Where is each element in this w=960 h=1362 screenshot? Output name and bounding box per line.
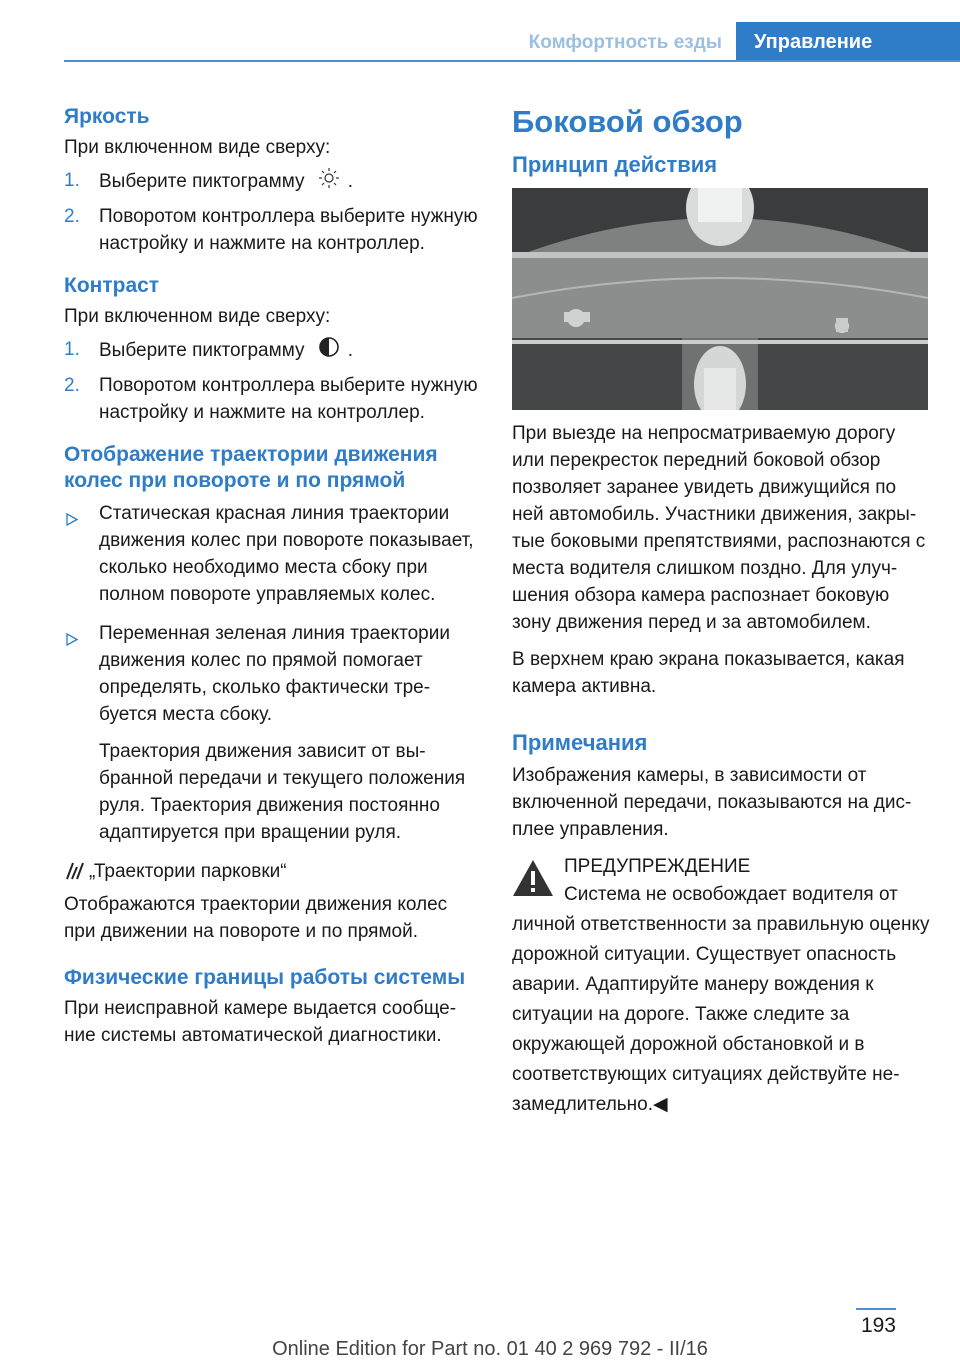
page-footer	[0, 1300, 960, 1362]
step-text: Поворотом контроллера выберите нужную настройку и нажмите на контроллер.	[99, 206, 478, 254]
step-number: 2.	[64, 375, 80, 396]
limits-heading: Физические границы работы системы	[64, 966, 466, 989]
step-end: .	[347, 171, 354, 193]
brightness-icon	[318, 167, 340, 197]
step-text: Выберите пиктограмму	[99, 340, 305, 362]
header-rule	[64, 60, 960, 62]
header-section: Комфортность езды	[528, 32, 722, 53]
parking-description: Отображаются траектории движения колес при движении на повороте и по прямой.	[64, 894, 448, 942]
brightness-intro: При включенном виде сверху:	[64, 137, 331, 158]
left-column	[64, 104, 480, 1049]
footer-rule	[856, 1308, 896, 1310]
side-view-camera-illustration	[512, 188, 928, 410]
brightness-heading: Яркость	[64, 105, 150, 128]
trajectory-bullets	[64, 500, 480, 846]
step-text: Выберите пиктограмму	[99, 171, 305, 193]
brightness-step-2	[64, 203, 480, 257]
step-number: 1.	[64, 339, 80, 360]
limits-text: При неисправной камере выдается сообщение системы автоматической диагностики.	[64, 998, 457, 1046]
trajectory-heading: Отображение траектории движения колес при повороте и по прямой	[64, 443, 438, 492]
step-end: .	[347, 340, 354, 362]
step-number: 2.	[64, 206, 80, 227]
contrast-step-2	[64, 372, 480, 426]
right-column	[512, 104, 932, 1120]
section-title: Боковой обзор	[512, 104, 743, 139]
principle-text-2: В верхнем краю экрана показывается, какая камера активна.	[512, 649, 905, 697]
principle-text-1: При выезде на непросматриваемую дорогу или перекресток передний боковой обзор позволяет заранее увидеть движущийся по ней автомобиль. Участники движения, закрытые боковыми препятствиями, распознаются с места водителя слишком поздно. Для улучшения обзора камера распознает боковую зону движения перед и за автомобилем.	[512, 423, 926, 633]
step-text: Поворотом контроллера выберите нужную настройку и нажмите на контроллер.	[99, 375, 478, 423]
step-number: 1.	[64, 170, 80, 191]
warning-title: ПРЕДУПРЕЖДЕНИЕ	[564, 856, 751, 877]
parking-lines-item	[64, 858, 480, 885]
parking-label: „Траектории парковки“	[89, 861, 287, 882]
brightness-steps	[64, 167, 480, 257]
page-header	[64, 22, 960, 62]
warning-icon	[512, 859, 554, 897]
triangle-bullet-icon	[66, 507, 78, 534]
contrast-step-1	[64, 336, 480, 366]
trajectory-bullet-2	[64, 620, 480, 846]
parking-lines-icon	[64, 861, 86, 881]
notes-heading: Примечания	[512, 730, 648, 755]
contrast-heading: Контраст	[64, 274, 160, 297]
principle-heading: Принцип действия	[512, 152, 718, 177]
contrast-icon	[318, 336, 340, 366]
brightness-step-1	[64, 167, 480, 197]
trajectory-bullet-1	[64, 500, 480, 608]
bullet-continuation: Траектория движения зависит от выбранной передачи и текущего положения руля. Траектория движения постоянно адаптируется при вращении руля.	[99, 741, 466, 843]
contrast-intro: При включенном виде сверху:	[64, 306, 331, 327]
bullet-text: Переменная зеленая линия траектории движения колес по прямой помогает определять, сколько фактически требуется места сбоку.	[99, 623, 450, 725]
contrast-steps	[64, 336, 480, 426]
warning-text: Система не освобождает водителя от личной ответственности за правильную оценку дорожной ситуации. Существует опасность аварии. Адаптируйте манеру вождения к ситуации на дороге. Также следите за окружающей дорожной обстановкой и в соответствующих ситуациях действуйте незамедлительно.◀	[512, 884, 930, 1115]
triangle-bullet-icon	[66, 627, 78, 654]
edition-line: Online Edition for Part no. 01 40 2 969 792 - II/16	[272, 1338, 708, 1360]
bullet-text: Статическая красная линия траектории движения колес при повороте показывает, сколько необходимо места сбоку при полном повороте управляемых колес.	[99, 503, 474, 605]
header-chapter: Управление	[736, 22, 960, 62]
page-number: 193	[860, 1314, 896, 1337]
notes-text: Изображения камеры, в зависимости от включенной передачи, показываются на дисплее управления.	[512, 765, 912, 840]
warning-box	[512, 853, 932, 1120]
